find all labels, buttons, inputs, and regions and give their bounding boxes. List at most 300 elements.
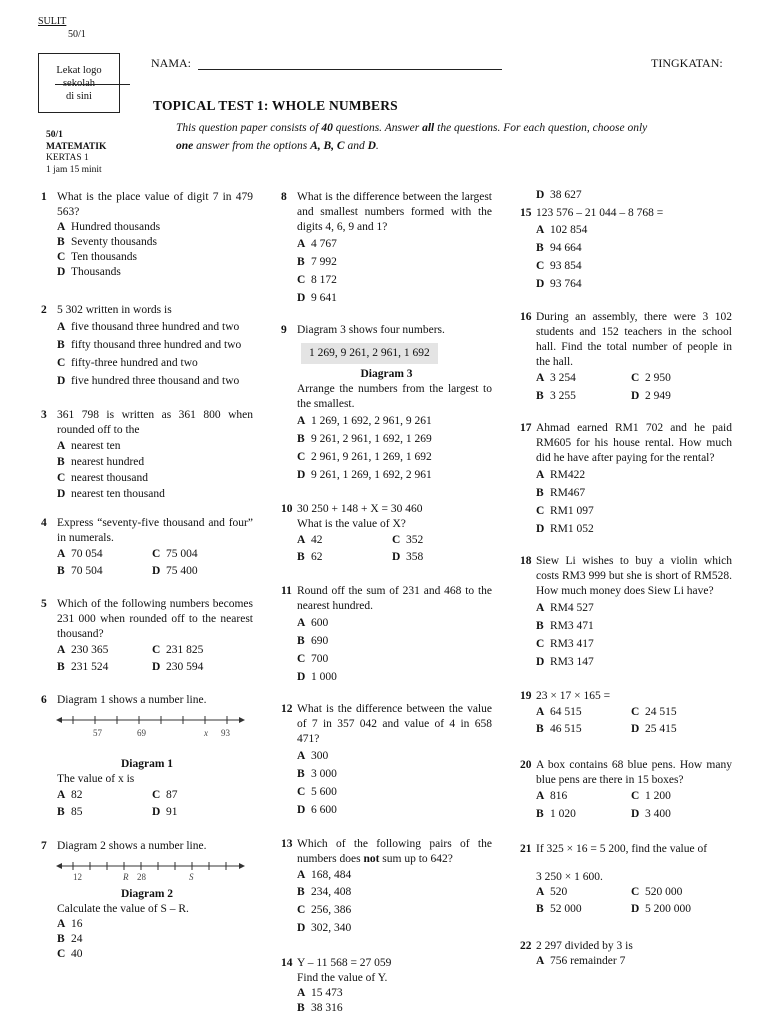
option-letter: A: [536, 224, 545, 236]
question-text: What is the place value of digit 7 in 479 563?: [57, 191, 253, 218]
option-b[interactable]: [57, 454, 253, 470]
option-text: fifty-three hundred and two: [71, 357, 198, 369]
option-b[interactable]: [57, 336, 253, 354]
option-letter: B: [536, 620, 544, 632]
option-text: 91: [166, 806, 178, 818]
option-b[interactable]: [297, 883, 492, 901]
option-text: 40: [71, 948, 83, 960]
option-text: 52 000: [550, 903, 582, 915]
option-letter: C: [297, 451, 306, 463]
question-text: 30 250 + 148 + X = 30 460: [297, 503, 423, 515]
nama-field[interactable]: [198, 69, 502, 70]
option-a[interactable]: [536, 954, 732, 968]
option-b[interactable]: [536, 484, 732, 502]
question-text: Arrange the numbers from the largest to the smallest.: [297, 383, 492, 410]
question-14: [281, 956, 492, 1016]
question-number: 16: [520, 311, 532, 323]
option-text: 231 825: [166, 644, 204, 656]
option-text: 168, 484: [311, 869, 352, 881]
option-d[interactable]: [631, 805, 726, 824]
option-text: 230 594: [166, 661, 204, 673]
option-d[interactable]: [297, 668, 492, 686]
option-a[interactable]: [57, 787, 152, 803]
option-b[interactable]: [536, 721, 631, 738]
question-number: 21: [520, 843, 532, 855]
instructions: [176, 119, 736, 155]
option-b[interactable]: [297, 1001, 492, 1016]
option-text: 3 400: [645, 808, 671, 820]
question-text: 23 × 17 × 165 =: [536, 690, 611, 702]
option-text: 1 020: [550, 808, 576, 820]
option-text: 816: [550, 790, 568, 802]
option-letter: A: [297, 415, 306, 427]
question-number: 19: [520, 690, 532, 702]
question-5: [41, 597, 253, 676]
question-number: 11: [281, 585, 292, 597]
option-b[interactable]: [297, 253, 492, 271]
option-text: 756 remainder 7: [550, 955, 626, 967]
arrow-left: [56, 717, 62, 723]
logo-text-line: Lekat logo: [56, 65, 102, 76]
option-letter: C: [57, 251, 66, 263]
option-letter: B: [297, 1002, 305, 1014]
question-text: Siew Li wishes to buy a violin which costs RM3 999 but she is short of RM528. How much money does Siew Li have?: [536, 555, 732, 597]
column-1: [41, 190, 253, 962]
option-b[interactable]: [297, 765, 492, 783]
option-c[interactable]: [536, 502, 732, 520]
option-text: nearest ten thousand: [71, 488, 165, 500]
tick-label: 93: [221, 728, 230, 738]
option-b[interactable]: [57, 235, 253, 250]
option-letter: B: [297, 256, 305, 268]
question-text: Calculate the value of S – R.: [57, 903, 189, 915]
option-text: 82: [71, 789, 83, 801]
option-b[interactable]: [57, 659, 152, 676]
instr-text: .: [375, 140, 379, 152]
option-letter: C: [536, 505, 545, 517]
question-number: 8: [281, 191, 287, 203]
option-text: fifty thousand three hundred and two: [71, 339, 242, 351]
question-text: [297, 837, 492, 867]
option-letter: D: [631, 903, 640, 915]
option-text: RM467: [550, 487, 586, 499]
sulit-label: SULIT: [38, 16, 67, 27]
question-number: 6: [41, 694, 47, 706]
option-letter: A: [57, 221, 66, 233]
question-text: 2 297 divided by 3 is: [536, 940, 633, 952]
option-text: five hundred three thousand and two: [71, 375, 240, 387]
option-text: 234, 408: [311, 886, 352, 898]
option-b[interactable]: [57, 803, 152, 821]
tick-label: x: [204, 728, 208, 738]
question-17: [520, 421, 732, 538]
question-number: 14: [281, 957, 293, 969]
arrow-right: [239, 717, 245, 723]
option-letter: A: [536, 372, 545, 384]
option-d[interactable]: [297, 919, 492, 937]
option-a[interactable]: [57, 438, 253, 454]
question-2: [41, 303, 253, 390]
option-a[interactable]: [57, 642, 152, 659]
option-letter: C: [57, 357, 66, 369]
option-text: 520: [550, 886, 568, 898]
question-text: What is the difference between the largest and smallest numbers formed with the digits 4, 6, 9 and 1?: [297, 191, 492, 233]
option-c[interactable]: [297, 783, 492, 801]
number-line-1: [53, 710, 253, 740]
option-letter: A: [57, 918, 66, 930]
option-a[interactable]: [297, 532, 392, 549]
question-text-part: Which of the following pairs of the numbers does: [297, 838, 492, 865]
option-text: 9 641: [311, 292, 337, 304]
option-text: 75 004: [166, 548, 198, 560]
option-a[interactable]: [297, 986, 492, 1001]
option-letter: C: [297, 653, 306, 665]
option-d[interactable]: [536, 653, 732, 671]
option-letter: D: [297, 922, 306, 934]
question-12: [281, 702, 492, 819]
option-c[interactable]: [297, 448, 492, 466]
question-text: If 325 × 16 = 5 200, find the value of: [536, 843, 708, 855]
logo-strike-line: [55, 84, 130, 85]
option-a[interactable]: [297, 235, 492, 253]
option-c[interactable]: [297, 901, 492, 919]
option-letter: D: [297, 469, 306, 481]
question-3: [41, 408, 253, 502]
option-text: 1 200: [645, 790, 671, 802]
option-c[interactable]: [57, 470, 253, 486]
option-b[interactable]: [297, 549, 392, 566]
option-letter: B: [57, 933, 65, 945]
option-b[interactable]: [536, 617, 732, 635]
option-a[interactable]: [536, 370, 631, 387]
option-letter: D: [297, 671, 306, 683]
option-text: 690: [311, 635, 329, 647]
option-letter: A: [536, 955, 545, 967]
option-text: RM422: [550, 469, 586, 481]
option-a[interactable]: [536, 885, 631, 899]
option-a[interactable]: [297, 747, 492, 765]
option-d[interactable]: [392, 549, 487, 566]
tick-label: R: [123, 872, 129, 882]
option-letter: A: [536, 469, 545, 481]
question-text-part: sum up to 642?: [379, 853, 453, 865]
option-letter: D: [536, 189, 545, 201]
option-letter: D: [297, 292, 306, 304]
option-text: 231 524: [71, 661, 109, 673]
option-a[interactable]: [57, 917, 253, 932]
option-letter: C: [631, 372, 640, 384]
option-b[interactable]: [536, 239, 732, 257]
option-letter: C: [152, 644, 161, 656]
q14-option-d[interactable]: [536, 187, 732, 204]
option-c[interactable]: [152, 642, 247, 659]
option-d[interactable]: [536, 520, 732, 538]
question-number: 12: [281, 703, 293, 715]
option-c[interactable]: [536, 635, 732, 653]
logo-text-line: di sini: [66, 91, 92, 102]
option-text: 25 415: [645, 723, 677, 735]
question-number: 7: [41, 840, 47, 852]
question-text: Diagram 1 shows a number line.: [57, 694, 207, 706]
option-c[interactable]: [152, 546, 247, 562]
option-b[interactable]: [57, 562, 152, 580]
tick-label: 28: [137, 872, 146, 882]
option-letter: D: [536, 523, 545, 535]
option-c[interactable]: [152, 787, 247, 803]
option-text: 94 664: [550, 242, 582, 254]
option-c[interactable]: [631, 788, 726, 805]
option-letter: D: [152, 806, 161, 818]
question-text: 5 302 written in words is: [57, 304, 172, 316]
option-c[interactable]: [392, 532, 487, 549]
option-text: nearest ten: [71, 440, 121, 452]
option-d[interactable]: [152, 659, 247, 676]
option-text: 600: [311, 617, 329, 629]
option-letter: B: [297, 433, 305, 445]
option-a[interactable]: [57, 546, 152, 562]
option-a[interactable]: [57, 220, 253, 235]
option-text: 230 365: [71, 644, 109, 656]
option-letter: A: [297, 750, 306, 762]
question-22: [520, 939, 732, 968]
meta-duration: 1 jam 15 minit: [46, 164, 102, 175]
option-c[interactable]: [631, 370, 726, 387]
instr-text: the questions. For each question, choose only: [434, 122, 648, 134]
option-letter: D: [631, 723, 640, 735]
option-text: 24: [71, 933, 83, 945]
option-letter: D: [631, 390, 640, 402]
option-text: 700: [311, 653, 329, 665]
option-d[interactable]: [152, 803, 247, 821]
option-text: Hundred thousands: [71, 221, 161, 233]
question-10: [281, 502, 492, 566]
meta-subject: MATEMATIK: [46, 141, 107, 152]
option-c[interactable]: [631, 885, 726, 899]
question-9: [281, 323, 492, 484]
option-c[interactable]: [297, 650, 492, 668]
option-text: RM1 097: [550, 505, 594, 517]
tingkatan-label: TINGKATAN:: [651, 56, 723, 70]
option-b[interactable]: [536, 805, 631, 824]
option-d[interactable]: [297, 289, 492, 307]
option-letter: B: [57, 565, 65, 577]
instr-text: answer from the options: [193, 140, 311, 152]
option-letter: A: [536, 790, 545, 802]
instr-all: all: [422, 122, 435, 134]
option-letter: B: [536, 723, 544, 735]
option-text: 75 400: [166, 565, 198, 577]
question-text: Round off the sum of 231 and 468 to the nearest hundred.: [297, 585, 492, 612]
option-a[interactable]: [297, 867, 492, 883]
option-letter: D: [57, 375, 66, 387]
option-letter: D: [152, 661, 161, 673]
option-text: 2 961, 9 261, 1 269, 1 692: [311, 451, 432, 463]
option-a[interactable]: [536, 599, 732, 617]
question-11: [281, 584, 492, 686]
question-text: Find the value of Y.: [297, 972, 388, 984]
option-text: five thousand three hundred and two: [71, 321, 240, 333]
option-a[interactable]: [536, 221, 732, 239]
option-b[interactable]: [57, 932, 253, 947]
question-number: 10: [281, 503, 293, 515]
option-text: 2 949: [645, 390, 671, 402]
option-letter: C: [57, 948, 66, 960]
column-2: [281, 190, 492, 1016]
option-text: 93 854: [550, 260, 582, 272]
tick-label: 12: [73, 872, 82, 882]
option-text: 8 172: [311, 274, 337, 286]
option-d[interactable]: [631, 721, 726, 738]
option-d[interactable]: [631, 899, 726, 919]
option-letter: C: [631, 706, 640, 718]
option-text: RM3 471: [550, 620, 594, 632]
question-number: 1: [41, 191, 47, 203]
question-number: 4: [41, 517, 47, 529]
option-d[interactable]: [57, 486, 253, 502]
question-7: [41, 839, 253, 962]
question-19: [520, 689, 732, 738]
question-number: 9: [281, 324, 287, 336]
option-text: 7 992: [311, 256, 337, 268]
option-letter: C: [57, 472, 66, 484]
option-letter: C: [392, 534, 401, 546]
option-text: 358: [406, 551, 424, 563]
option-text: RM4 527: [550, 602, 594, 614]
option-text: 38 627: [550, 189, 582, 201]
option-letter: B: [57, 339, 65, 351]
option-a[interactable]: [297, 614, 492, 632]
option-letter: D: [392, 551, 401, 563]
option-letter: C: [152, 789, 161, 801]
option-text: 3 255: [550, 390, 576, 402]
option-letter: B: [536, 390, 544, 402]
question-number: 2: [41, 304, 47, 316]
option-c[interactable]: [57, 947, 253, 962]
option-letter: A: [57, 548, 66, 560]
option-c[interactable]: [297, 271, 492, 289]
question-emphasis: not: [363, 853, 380, 865]
option-letter: B: [297, 635, 305, 647]
question-text: During an assembly, there were 3 102 students and 152 teachers in the school hall. Find the total number of people in the hall.: [536, 311, 732, 368]
option-a[interactable]: [536, 466, 732, 484]
option-b[interactable]: [536, 387, 631, 406]
option-text: 1 269, 1 692, 2 961, 9 261: [311, 415, 432, 427]
question-text: The value of x is: [57, 773, 135, 785]
option-letter: D: [631, 808, 640, 820]
question-13: [281, 837, 492, 937]
arrow-left: [56, 863, 62, 869]
option-letter: B: [536, 808, 544, 820]
option-letter: C: [152, 548, 161, 560]
option-a[interactable]: [57, 318, 253, 336]
question-text: Ahmad earned RM1 702 and he paid RM605 for his house rental. How much did he have after paying for the rental?: [536, 422, 732, 464]
option-b[interactable]: [297, 430, 492, 448]
option-d[interactable]: [57, 265, 253, 280]
question-18: [520, 554, 732, 671]
option-c[interactable]: [631, 704, 726, 721]
option-letter: B: [57, 236, 65, 248]
option-letter: A: [536, 602, 545, 614]
option-text: 520 000: [645, 886, 683, 898]
option-d[interactable]: [152, 562, 247, 580]
option-text: 62: [311, 551, 323, 563]
option-letter: C: [631, 790, 640, 802]
school-logo-placeholder: [38, 53, 120, 113]
option-c[interactable]: [57, 250, 253, 265]
option-text: 64 515: [550, 706, 582, 718]
option-b[interactable]: [297, 632, 492, 650]
option-text: RM3 417: [550, 638, 594, 650]
option-letter: A: [536, 886, 545, 898]
option-letter: A: [297, 987, 306, 999]
option-text: nearest thousand: [71, 472, 148, 484]
option-text: 70 504: [71, 565, 103, 577]
option-a[interactable]: [297, 412, 492, 430]
option-d[interactable]: [297, 801, 492, 819]
option-text: 4 767: [311, 238, 337, 250]
option-letter: A: [57, 440, 66, 452]
arrow-right: [239, 863, 245, 869]
option-letter: D: [297, 804, 306, 816]
option-letter: B: [536, 487, 544, 499]
option-a[interactable]: [536, 704, 631, 721]
question-21: [520, 842, 732, 919]
option-letter: C: [536, 260, 545, 272]
instr-text: questions. Answer: [332, 122, 423, 134]
paper-meta: [46, 130, 106, 176]
question-text: Diagram 2 shows a number line.: [57, 840, 207, 852]
option-letter: A: [297, 534, 306, 546]
option-text: 15 473: [311, 987, 343, 999]
question-text: What is the difference between the value of 7 in 357 042 and value of 4 in 658 471?: [297, 703, 492, 745]
option-c[interactable]: [536, 257, 732, 275]
option-text: 9 261, 1 269, 1 692, 2 961: [311, 469, 432, 481]
option-d[interactable]: [57, 372, 253, 390]
option-text: 256, 386: [311, 904, 352, 916]
option-letter: A: [57, 644, 66, 656]
option-c[interactable]: [57, 354, 253, 372]
option-d[interactable]: [631, 387, 726, 406]
option-text: 102 854: [550, 224, 588, 236]
option-letter: B: [57, 661, 65, 673]
question-text: Diagram 3 shows four numbers.: [297, 324, 445, 336]
option-text: 5 200 000: [645, 903, 691, 915]
option-letter: C: [297, 274, 306, 286]
option-text: 2 950: [645, 372, 671, 384]
diagram-title: Diagram 1: [120, 758, 174, 770]
option-text: 3 254: [550, 372, 576, 384]
option-d[interactable]: [297, 466, 492, 484]
option-letter: D: [57, 488, 66, 500]
option-text: 302, 340: [311, 922, 352, 934]
option-text: 3 000: [311, 768, 337, 780]
option-a[interactable]: [536, 788, 631, 805]
question-20: [520, 758, 732, 824]
option-text: Ten thousands: [71, 251, 137, 263]
option-letter: B: [297, 768, 305, 780]
question-text: 361 798 is written as 361 800 when rounded off to the: [57, 409, 253, 436]
question-15: [520, 206, 732, 293]
option-d[interactable]: [536, 275, 732, 293]
question-6: [41, 693, 253, 821]
option-text: Thousands: [71, 266, 121, 278]
instr-text: This question paper consists of: [176, 122, 322, 134]
option-b[interactable]: [536, 899, 631, 919]
option-text: 46 515: [550, 723, 582, 735]
option-letter: B: [536, 903, 544, 915]
diagram-title: Diagram 3: [360, 368, 413, 380]
option-letter: B: [297, 551, 305, 563]
